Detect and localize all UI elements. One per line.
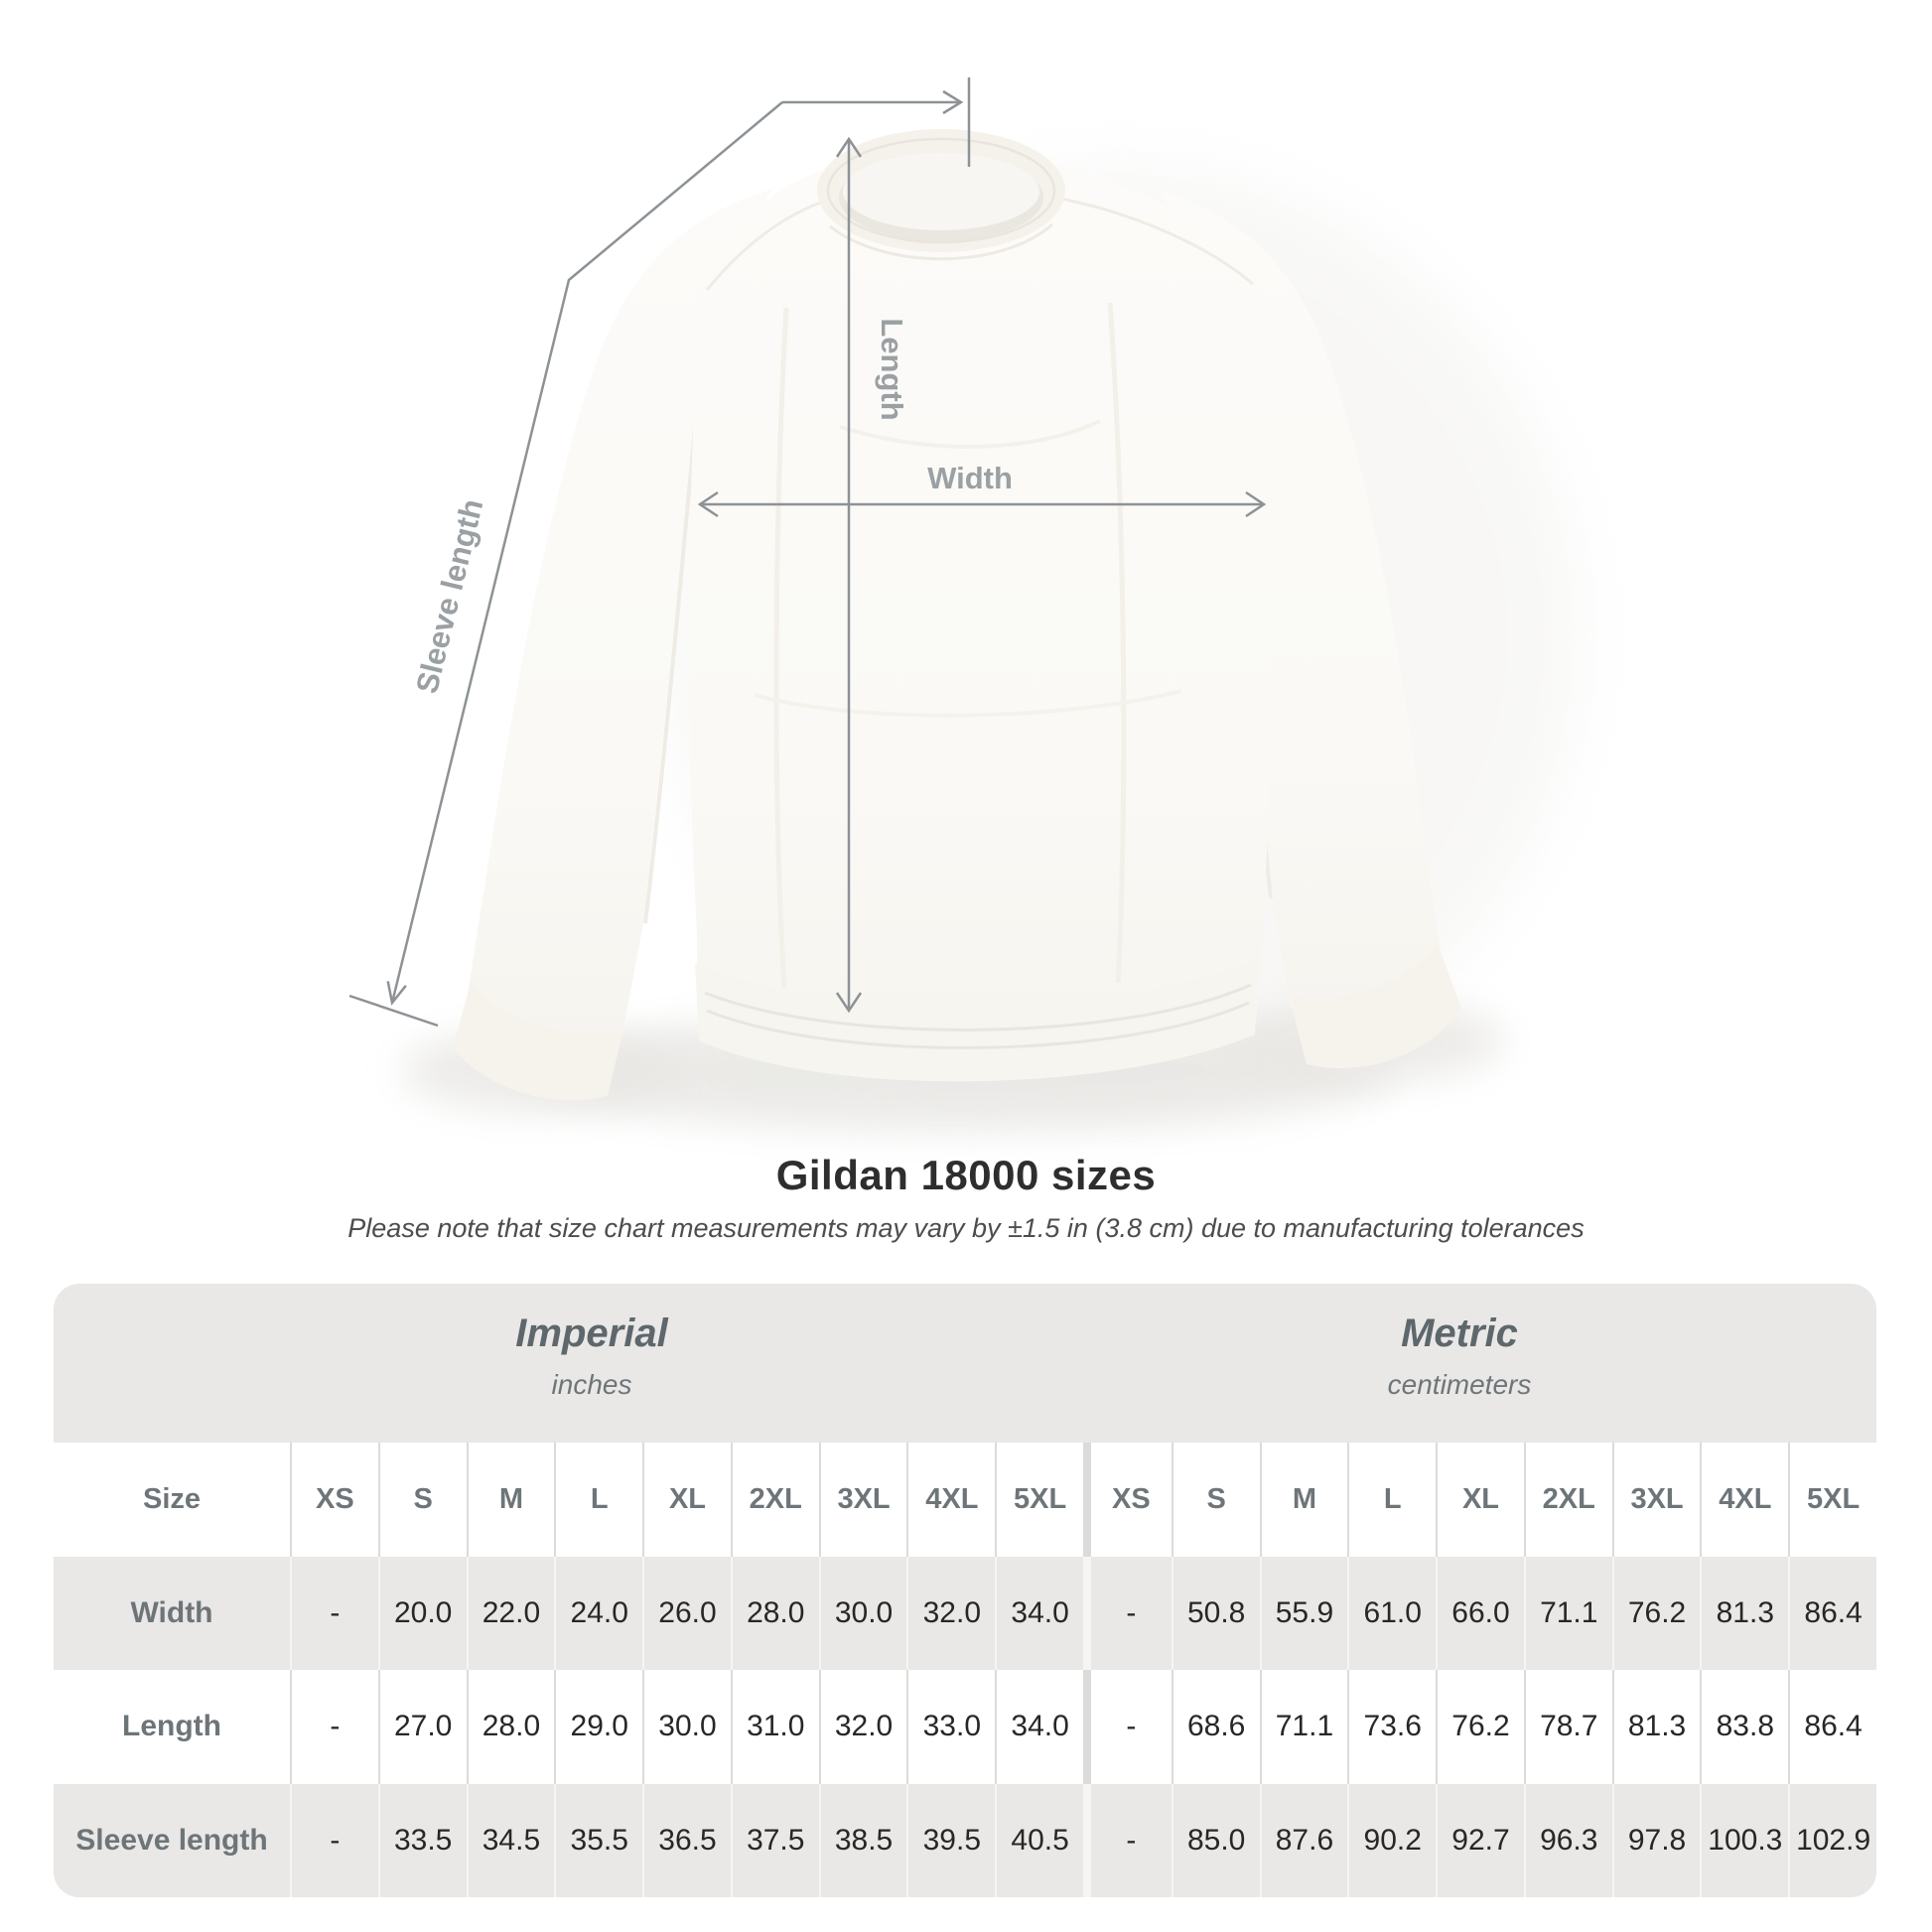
value-cell: 32.0 <box>906 1557 995 1671</box>
value-cell: - <box>1083 1557 1172 1671</box>
column-header-cell: 3XL <box>1612 1443 1701 1557</box>
value-cell: 81.3 <box>1700 1557 1788 1671</box>
value-cell: 37.5 <box>731 1784 819 1898</box>
value-cell: 97.8 <box>1612 1784 1701 1898</box>
value-cell: 90.2 <box>1347 1784 1436 1898</box>
value-cell: 26.0 <box>642 1557 731 1671</box>
column-header-cell: S <box>1172 1443 1260 1557</box>
size-header-row <box>54 1443 1876 1557</box>
value-cell: - <box>1083 1670 1172 1784</box>
value-cell: 76.2 <box>1436 1670 1524 1784</box>
column-header-cell: M <box>1260 1443 1348 1557</box>
value-cell: 35.5 <box>554 1784 642 1898</box>
value-cell: 73.6 <box>1347 1670 1436 1784</box>
value-cell: 86.4 <box>1788 1557 1876 1671</box>
value-cell: 102.9 <box>1788 1784 1876 1898</box>
value-cell: - <box>290 1670 378 1784</box>
value-cell: 34.5 <box>467 1784 555 1898</box>
value-cell: 50.8 <box>1172 1557 1260 1671</box>
value-cell: 33.0 <box>906 1670 995 1784</box>
width-label: Width <box>927 461 1013 495</box>
imperial-label: Imperial <box>515 1311 668 1355</box>
value-cell: 87.6 <box>1260 1784 1348 1898</box>
value-cell: 34.0 <box>995 1557 1083 1671</box>
column-header-cell: XS <box>1083 1443 1172 1557</box>
value-cell: 29.0 <box>554 1670 642 1784</box>
value-cell: 61.0 <box>1347 1557 1436 1671</box>
unit-header-band <box>54 1284 1876 1443</box>
value-cell: 76.2 <box>1612 1557 1701 1671</box>
column-header-cell: 2XL <box>1524 1443 1612 1557</box>
column-header-cell: 5XL <box>1788 1443 1876 1557</box>
tolerance-note: Please note that size chart measurements may vary by ±1.5 in (3.8 cm) due to manufacturing tolerances <box>347 1213 1585 1243</box>
value-cell: 66.0 <box>1436 1557 1524 1671</box>
value-cell: 27.0 <box>378 1670 467 1784</box>
value-cell: 55.9 <box>1260 1557 1348 1671</box>
column-header-cell: 2XL <box>731 1443 819 1557</box>
value-cell: 28.0 <box>731 1557 819 1671</box>
value-cell: 96.3 <box>1524 1784 1612 1898</box>
column-header-cell: 3XL <box>819 1443 907 1557</box>
value-cell: 32.0 <box>819 1670 907 1784</box>
value-cell: 100.3 <box>1700 1784 1788 1898</box>
page-title: Gildan 18000 sizes <box>775 1152 1157 1198</box>
value-cell: 40.5 <box>995 1784 1083 1898</box>
value-cell: 68.6 <box>1172 1670 1260 1784</box>
metric-label: Metric <box>1401 1311 1518 1355</box>
imperial-header <box>515 1313 667 1399</box>
row-label: Length <box>122 1710 221 1743</box>
value-cell: 36.5 <box>642 1784 731 1898</box>
column-header-cell: L <box>1347 1443 1436 1557</box>
column-header-cell: 4XL <box>906 1443 995 1557</box>
length-label: Length <box>875 318 909 421</box>
value-cell: 34.0 <box>995 1670 1083 1784</box>
value-cell: 39.5 <box>906 1784 995 1898</box>
value-cell: - <box>290 1557 378 1671</box>
value-cell: 83.8 <box>1700 1670 1788 1784</box>
column-header-cell: 4XL <box>1700 1443 1788 1557</box>
table-row-width <box>54 1557 1876 1671</box>
table-row-sleeve-length <box>54 1784 1876 1898</box>
size-header-cell: Size <box>142 1482 202 1515</box>
value-cell: - <box>290 1784 378 1898</box>
value-cell: 20.0 <box>378 1557 467 1671</box>
metric-sublabel: centimeters <box>1387 1369 1532 1400</box>
column-header-cell: XL <box>1436 1443 1524 1557</box>
row-label: Width <box>130 1595 213 1629</box>
value-cell: 71.1 <box>1524 1557 1612 1671</box>
value-cell: 81.3 <box>1612 1670 1701 1784</box>
value-cell: 24.0 <box>554 1557 642 1671</box>
column-header-cell: L <box>554 1443 642 1557</box>
value-cell: 92.7 <box>1436 1784 1524 1898</box>
value-cell: 31.0 <box>731 1670 819 1784</box>
value-cell: 30.0 <box>819 1557 907 1671</box>
column-header-cell: XS <box>290 1443 378 1557</box>
value-cell: 85.0 <box>1172 1784 1260 1898</box>
value-cell: 30.0 <box>642 1670 731 1784</box>
value-cell: 28.0 <box>467 1670 555 1784</box>
imperial-sublabel: inches <box>551 1369 632 1400</box>
value-cell: 78.7 <box>1524 1670 1612 1784</box>
value-cell: 38.5 <box>819 1784 907 1898</box>
value-cell: 22.0 <box>467 1557 555 1671</box>
value-cell: 33.5 <box>378 1784 467 1898</box>
metric-header <box>1388 1313 1532 1399</box>
size-table <box>54 1284 1876 1897</box>
value-cell: - <box>1083 1784 1172 1898</box>
column-header-cell: 5XL <box>995 1443 1083 1557</box>
column-header-cell: XL <box>642 1443 731 1557</box>
table-row-length <box>54 1670 1876 1784</box>
value-cell: 71.1 <box>1260 1670 1348 1784</box>
column-header-cell: M <box>467 1443 555 1557</box>
value-cell: 86.4 <box>1788 1670 1876 1784</box>
sleeve-length-label: Sleeve length <box>409 495 490 697</box>
column-header-cell: S <box>378 1443 467 1557</box>
title-block <box>0 1152 1932 1244</box>
sweatshirt-body <box>689 157 1271 1081</box>
row-label: Sleeve length <box>75 1823 268 1857</box>
